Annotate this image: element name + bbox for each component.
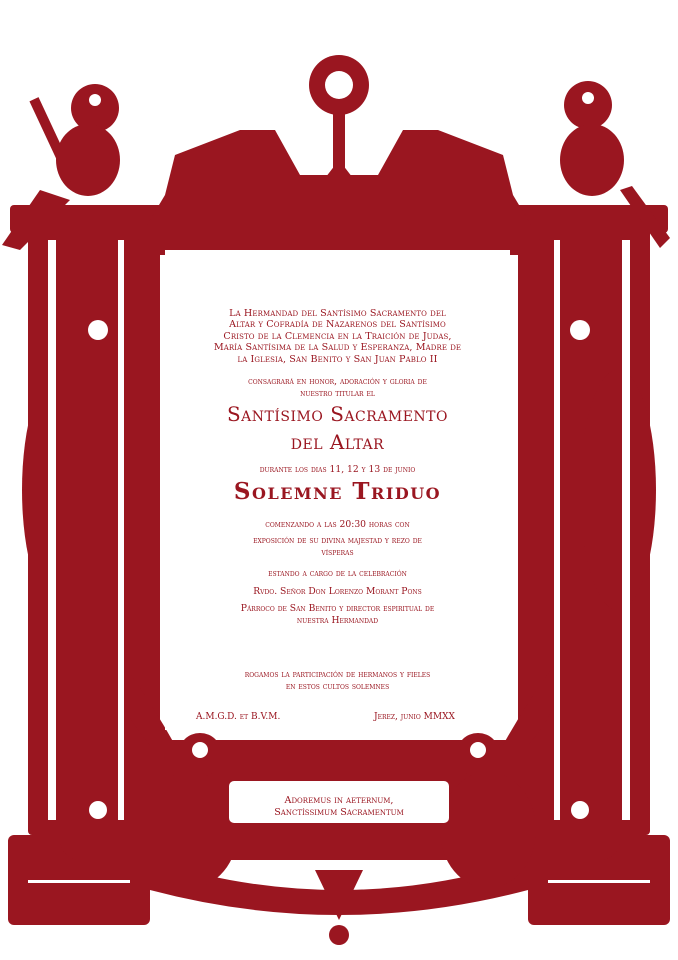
consecration-line: nuestro titular el <box>300 387 375 399</box>
celebrant-role-line: nuestra Hermandad <box>296 614 379 626</box>
footer-left: A.M.G.D. et B.V.M. <box>196 712 281 722</box>
intro-line: Cristo de la Clemencia en la Traición de Judas, <box>223 330 452 342</box>
motto-line: Adoremus in aeternum, <box>284 795 394 806</box>
participation-request <box>165 669 510 692</box>
intro-line: la Iglesia, San Benito y San Juan Pablo II <box>237 353 438 365</box>
consecration-text <box>165 376 510 399</box>
title-line-2: del Altar <box>290 430 385 454</box>
motto-text <box>236 795 442 819</box>
celebrant-role <box>165 603 510 626</box>
intro-line: María Santísima de la Salud y Esperanza, Madre de <box>213 342 462 354</box>
brotherhood-intro <box>165 308 510 365</box>
footer-right: Jerez, junio MMXX <box>374 712 455 722</box>
exposition-line: exposición de su divina majestad y rezo de <box>253 535 422 546</box>
dates-text: durante los dias 11, 12 y 13 de junio <box>259 464 416 475</box>
celebrant-role-line: Párroco de San Benito y director espiritual de <box>240 603 435 614</box>
consecration-line: consagrará en honor, adoración y gloria de <box>248 376 427 387</box>
celebrant-name: Rvdo. Señor Don Lorenzo Morant Pons <box>253 586 422 597</box>
start-time-text: comenzando a las 20:30 horas con <box>265 519 410 530</box>
celebrant-intro: estando a cargo de la celebración <box>268 568 407 579</box>
event-title: Solemne Triduo <box>233 478 442 505</box>
intro-line: Altar y Cofradía de Nazarenos del Santísimo <box>229 319 446 331</box>
exposition-line: vísperas <box>321 546 354 558</box>
request-line: rogamos la participación de hermanos y fieles <box>244 669 431 680</box>
exposition-text <box>165 535 510 558</box>
motto-line: Sanctíssimum Sacramentum <box>274 807 404 818</box>
right-garland-icon <box>580 370 656 610</box>
request-line: en estos cultos solemnes <box>285 680 390 692</box>
intro-line: La Hermandad del Santísimo Sacramento del <box>229 308 446 319</box>
left-garland-icon <box>22 370 98 610</box>
title-line-1: Santísimo Sacramento <box>226 402 448 426</box>
